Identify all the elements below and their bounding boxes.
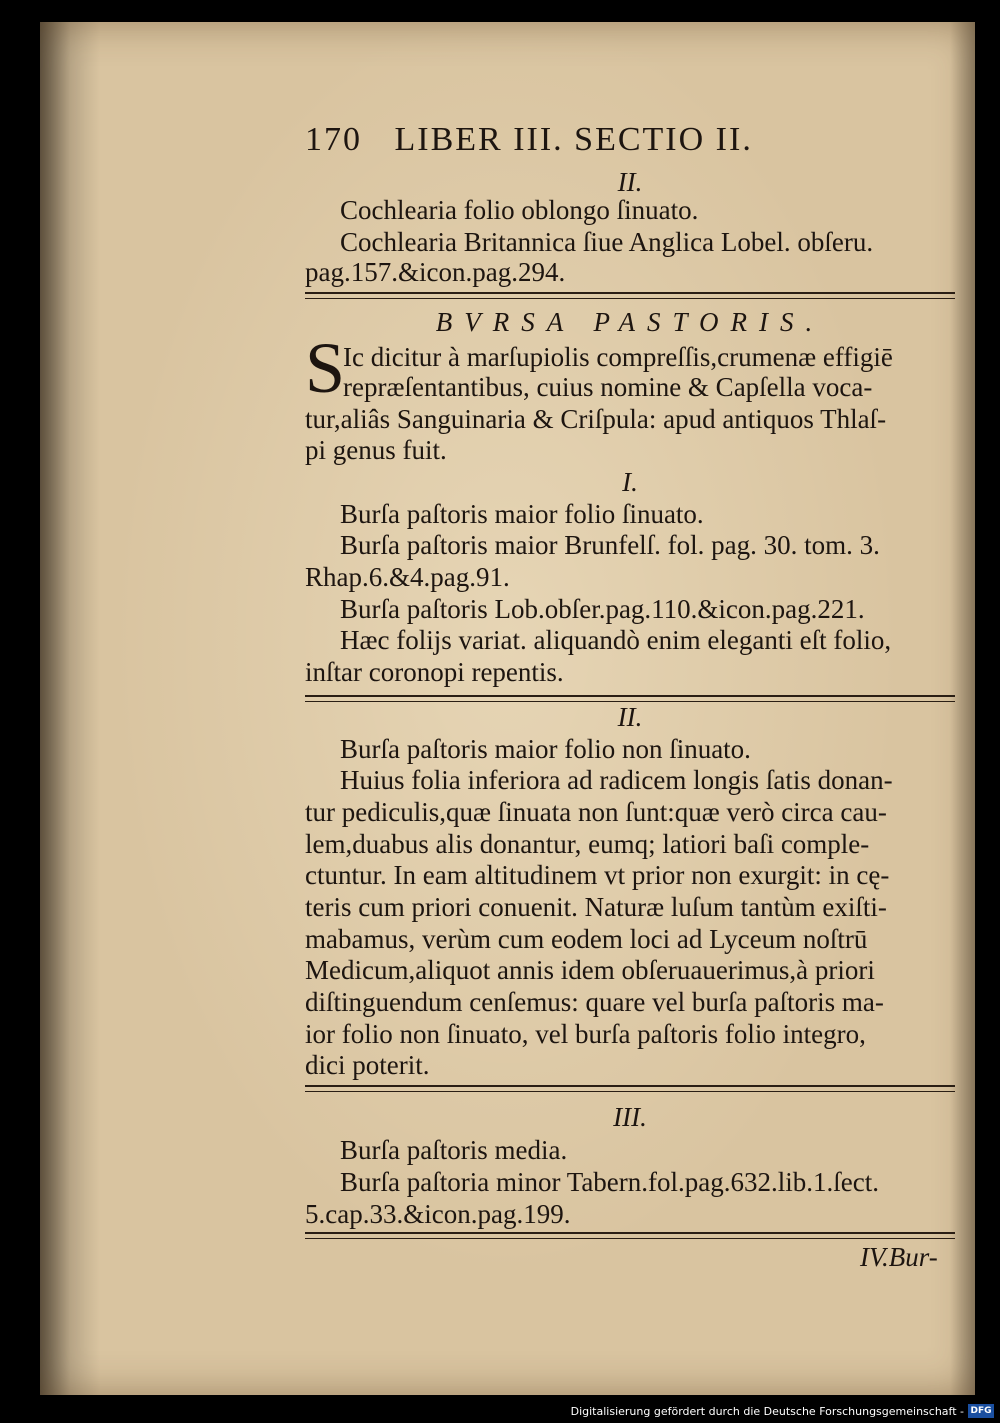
text-line: tur pediculis,quæ ſinuata non ſunt:quæ verò circa cau- (305, 797, 887, 827)
text-line: pag.157.&icon.pag.294. (305, 257, 566, 287)
text-line: Rhap.6.&4.pag.91. (305, 562, 510, 592)
text-line: mabamus, verùm cum eodem loci ad Lyceum noſtrū (305, 924, 868, 954)
text-line: pi genus fuit. (305, 435, 447, 465)
text-line: repræſentantibus, cuius nomine & Capſella voca- (343, 372, 873, 402)
page-number: 170 (305, 121, 362, 158)
divider-rule (305, 292, 955, 299)
funding-credit: Digitalisierung gefördert durch die Deutsche Forschungsgemeinschaft - (570, 1405, 964, 1418)
page-header (305, 121, 753, 158)
divider-rule (305, 695, 955, 702)
text-line: Medicum,aliquot annis idem obſeruauerimus,à priori (305, 955, 875, 985)
text-line: Burſa paſtoris maior folio ſinuato. (340, 499, 704, 529)
text-line: ior folio non ſinuato, vel burſa paſtoris folio integro, (305, 1019, 866, 1049)
text-line: Ic dicitur à marſupiolis compreſſis,crumenæ effigiē (343, 342, 893, 372)
divider-rule (305, 1232, 955, 1239)
text-line: Burſa paſtoris Lob.obſer.pag.110.&icon.pag.221. (340, 594, 865, 624)
text-line: Burſa paſtoris media. (340, 1135, 568, 1165)
catchword: IV.Bur- (860, 1242, 938, 1272)
text-line: lem,duabus alis donantur, eumq; latiori baſi comple- (305, 829, 870, 859)
text-line: 5.cap.33.&icon.pag.199. (305, 1199, 571, 1229)
book-page (40, 22, 975, 1395)
text-line: ctuntur. In eam altitudinem vt prior non exurgit: in cę- (305, 860, 890, 890)
text-line: diſtinguendum cenſemus: quare vel burſa paſtoris ma- (305, 987, 884, 1017)
text-line: Cochlearia Britannica ſiue Anglica Lobel. obſeru. (340, 227, 874, 257)
text-line: Burſa paſtoris maior Brunfelſ. fol. pag. 30. tom. 3. (340, 530, 880, 560)
text-line: Burſa paſtoria minor Tabern.fol.pag.632.lib.1.ſect. (340, 1167, 879, 1197)
text-line: teris cum priori conuenit. Naturæ luſum tantùm exiſti- (305, 892, 887, 922)
text-line: Huius folia inferiora ad radicem longis ſatis donan- (340, 765, 893, 795)
text-line: inſtar coronopi repentis. (305, 657, 564, 687)
numeral-i: I. (622, 467, 638, 497)
numeral-ii: II. (617, 702, 643, 732)
text-line: dici poterit. (305, 1050, 430, 1080)
text-line: tur,aliâs Sanguinaria & Criſpula: apud antiquos Thlaſ- (305, 404, 887, 434)
dfg-logo-icon: DFG (968, 1404, 994, 1418)
running-title: LIBER III. SECTIO II. (394, 121, 753, 158)
numeral-ii-cochlearia: II. (617, 167, 643, 197)
page-text (305, 117, 965, 1272)
drop-cap: S (305, 328, 346, 408)
divider-rule (305, 1085, 955, 1092)
numeral-iii: III. (613, 1102, 647, 1132)
text-line: Hæc folijs variat. aliquandò enim eleganti eſt folio, (340, 625, 892, 655)
text-line: Cochlearia folio oblongo ſinuato. (340, 195, 699, 225)
section-title: BVRSA PASTORIS. (435, 307, 825, 337)
text-line: Burſa paſtoris maior folio non ſinuato. (340, 734, 751, 764)
